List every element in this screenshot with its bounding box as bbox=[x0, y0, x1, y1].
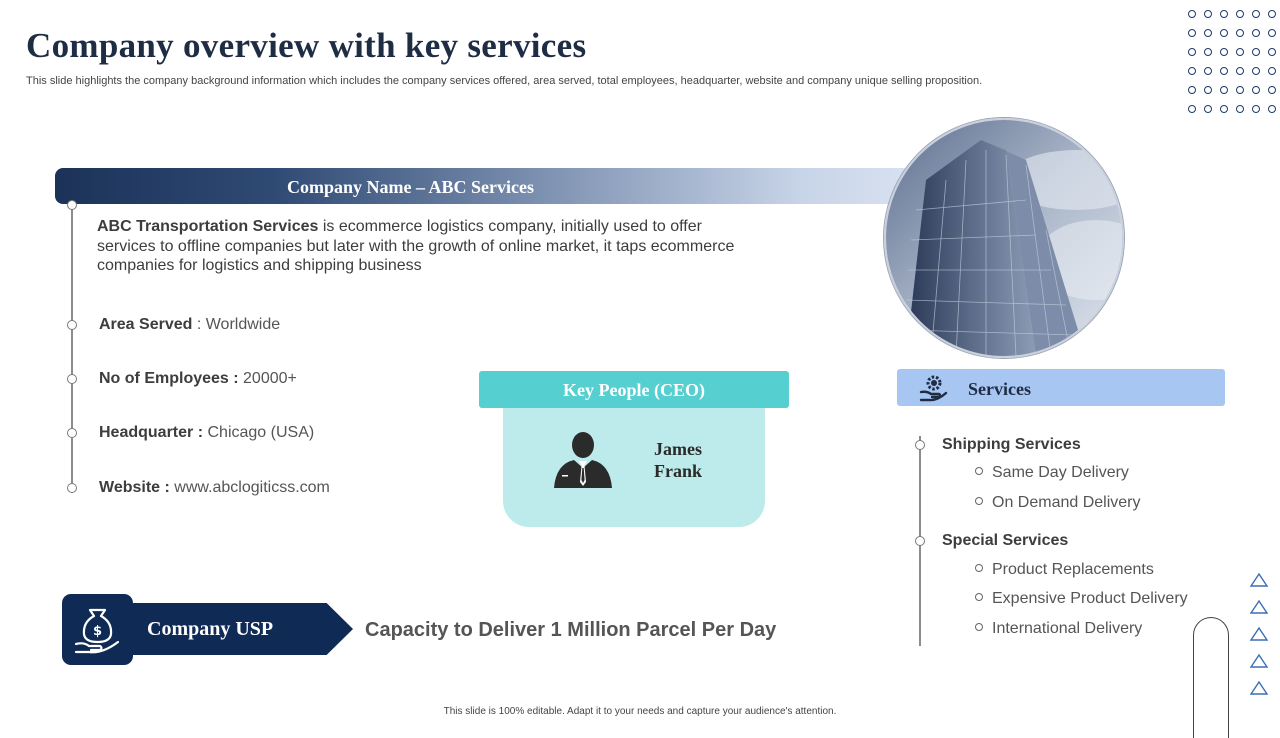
dot bbox=[1268, 48, 1276, 56]
triangle-icon bbox=[1251, 574, 1267, 586]
triangle-icon bbox=[1251, 601, 1267, 613]
info-label: No of Employees : bbox=[99, 370, 239, 387]
footer-note: This slide is 100% editable. Adapt it to your needs and capture your audience's attention. bbox=[443, 706, 837, 717]
triangle-icon bbox=[1251, 655, 1267, 667]
dot bbox=[1236, 10, 1244, 18]
dot bbox=[1188, 67, 1196, 75]
dot bbox=[1268, 10, 1276, 18]
info-website bbox=[99, 479, 330, 497]
bullet-icon bbox=[975, 593, 983, 601]
timeline-dot bbox=[67, 374, 77, 384]
dot bbox=[1188, 10, 1196, 18]
page-subtitle: This slide highlights the company background information which includes the company services offered, area served, total employees, headquarter, website and company unique selling proposition. bbox=[26, 75, 983, 87]
bullet-icon bbox=[975, 467, 983, 475]
dot bbox=[1188, 86, 1196, 94]
service-item-label: Product Replacements bbox=[992, 561, 1154, 578]
triangle-icon bbox=[1251, 628, 1267, 640]
info-sep: : bbox=[192, 316, 206, 333]
dot bbox=[1220, 48, 1228, 56]
dot bbox=[1236, 86, 1244, 94]
dot bbox=[1252, 10, 1260, 18]
service-item-label: On Demand Delivery bbox=[992, 494, 1141, 511]
svg-text:$: $ bbox=[92, 624, 103, 639]
page-title: Company overview with key services bbox=[26, 26, 587, 65]
services-timeline-dot bbox=[915, 440, 925, 450]
company-name-label: Company Name – ABC Services bbox=[287, 177, 534, 197]
services-timeline-dot bbox=[915, 536, 925, 546]
money-bag-hand-icon bbox=[62, 594, 133, 665]
info-area-served bbox=[99, 316, 280, 334]
bullet-icon bbox=[975, 564, 983, 572]
dot bbox=[1268, 29, 1276, 37]
dot bbox=[1268, 67, 1276, 75]
building-image bbox=[884, 118, 1124, 358]
service-category: Special Services bbox=[942, 532, 1069, 549]
dot bbox=[1204, 86, 1212, 94]
info-value: www.abclogiticss.com bbox=[174, 479, 330, 496]
company-description-bold: ABC Transportation Services bbox=[97, 218, 319, 235]
company-description-text: is ecommerce logistics company, initially used to offer services to offline companies but later with the growth of online market, it taps ecommerce companies for logistics and shipping business bbox=[97, 218, 735, 274]
usp-text: Capacity to Deliver 1 Million Parcel Per Day bbox=[365, 619, 777, 641]
usp-icon-box bbox=[62, 594, 133, 665]
bullet-icon bbox=[975, 623, 983, 631]
ceo-avatar-icon bbox=[552, 430, 614, 493]
bullet-icon bbox=[975, 497, 983, 505]
dot bbox=[1204, 48, 1212, 56]
dot bbox=[1252, 67, 1260, 75]
dot bbox=[1188, 48, 1196, 56]
dot bbox=[1204, 67, 1212, 75]
service-item bbox=[975, 561, 1154, 579]
triangle-decoration bbox=[1250, 572, 1272, 703]
timeline-dot bbox=[67, 483, 77, 493]
dot bbox=[1220, 10, 1228, 18]
timeline-dot bbox=[67, 320, 77, 330]
service-item-label: International Delivery bbox=[992, 620, 1143, 637]
services-header-label: Services bbox=[968, 379, 1031, 399]
info-value: Worldwide bbox=[205, 316, 281, 333]
timeline-dot bbox=[67, 428, 77, 438]
dot bbox=[1204, 105, 1212, 113]
dot bbox=[1268, 105, 1276, 113]
dot-grid-decoration bbox=[1188, 10, 1278, 120]
service-category: Shipping Services bbox=[942, 436, 1081, 453]
skyscraper-illustration bbox=[886, 120, 1122, 356]
ceo-first-name: James bbox=[654, 439, 702, 459]
key-people-header-label: Key People (CEO) bbox=[563, 380, 705, 400]
service-item-label: Expensive Product Delivery bbox=[992, 590, 1188, 607]
info-headquarter bbox=[99, 424, 314, 442]
dot bbox=[1252, 105, 1260, 113]
dot bbox=[1268, 86, 1276, 94]
timeline-line bbox=[71, 204, 73, 489]
key-people-card bbox=[503, 395, 765, 527]
dot bbox=[1188, 29, 1196, 37]
dot bbox=[1204, 29, 1212, 37]
info-value: Chicago (USA) bbox=[207, 424, 315, 441]
dot bbox=[1252, 29, 1260, 37]
company-description bbox=[97, 217, 737, 276]
dot bbox=[1236, 67, 1244, 75]
info-value: 20000+ bbox=[243, 370, 297, 387]
service-item bbox=[975, 494, 1141, 512]
dot bbox=[1236, 105, 1244, 113]
timeline-dot bbox=[67, 200, 77, 210]
service-item bbox=[975, 590, 1188, 608]
dot bbox=[1236, 48, 1244, 56]
service-item-label: Same Day Delivery bbox=[992, 464, 1129, 481]
usp-label: Company USP bbox=[147, 618, 274, 640]
info-employees bbox=[99, 370, 297, 388]
ceo-name bbox=[654, 438, 702, 482]
dot bbox=[1220, 86, 1228, 94]
service-item bbox=[975, 464, 1129, 482]
dot bbox=[1252, 86, 1260, 94]
info-label: Headquarter : bbox=[99, 424, 204, 441]
dot bbox=[1220, 67, 1228, 75]
dot bbox=[1220, 29, 1228, 37]
dot bbox=[1252, 48, 1260, 56]
dot bbox=[1204, 10, 1212, 18]
ceo-last-name: Frank bbox=[654, 461, 703, 481]
triangle-icon bbox=[1251, 682, 1267, 694]
dot bbox=[1188, 105, 1196, 113]
services-hand-gear-icon bbox=[919, 374, 949, 407]
info-label: Website : bbox=[99, 479, 170, 496]
service-item bbox=[975, 620, 1142, 638]
info-label: Area Served bbox=[99, 316, 193, 333]
dot bbox=[1236, 29, 1244, 37]
dot bbox=[1220, 105, 1228, 113]
